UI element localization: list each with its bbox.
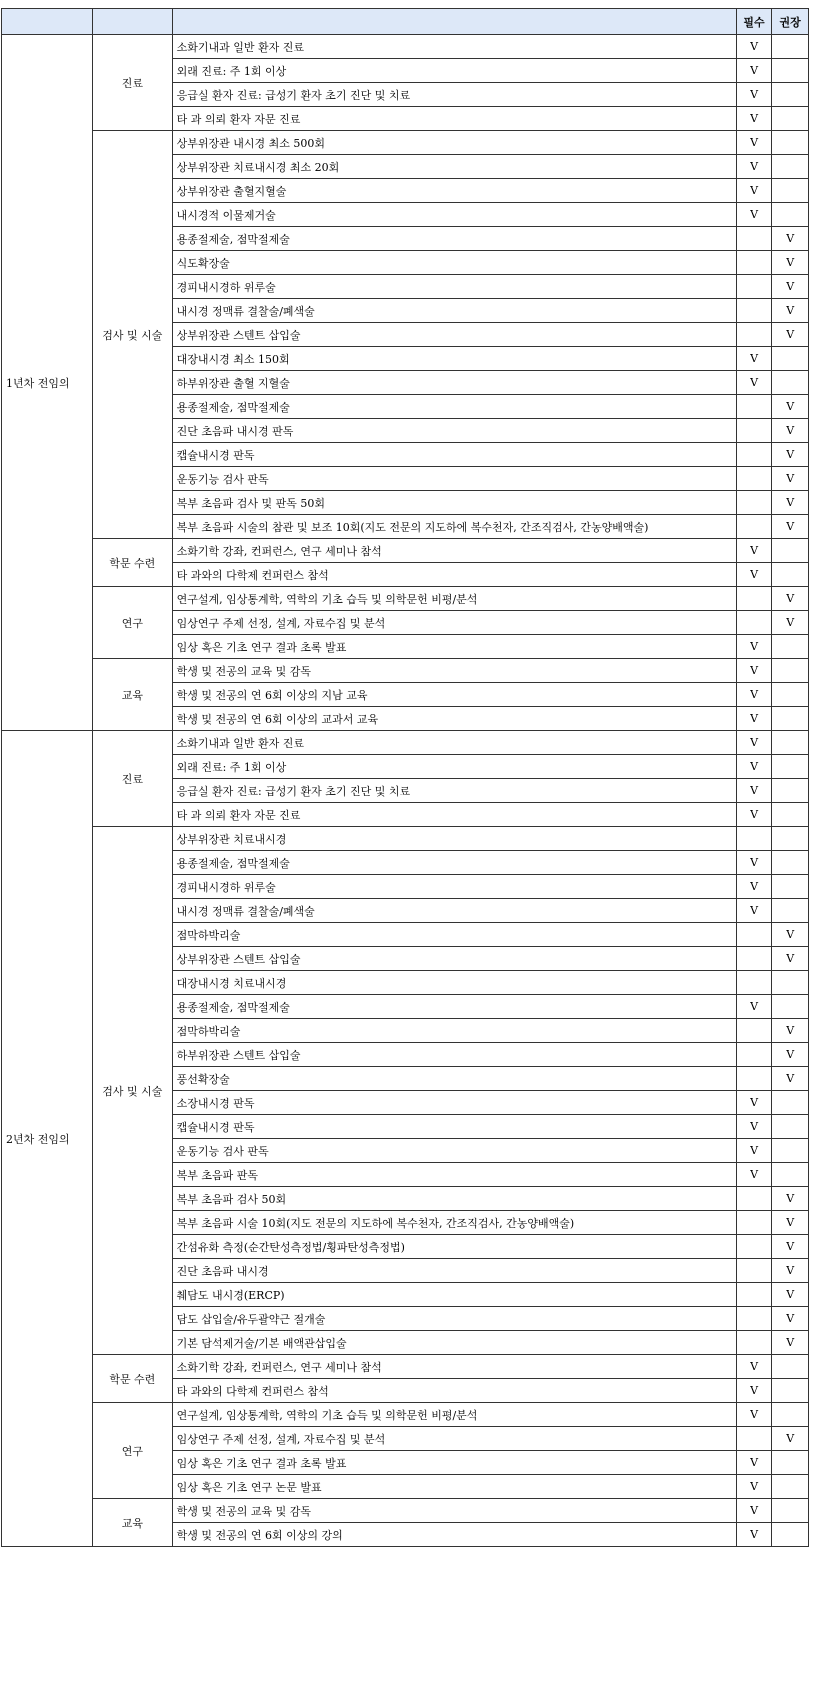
header-category [93, 9, 173, 35]
category-cell: 연구 [93, 1403, 173, 1499]
task-cell: 용종절제술, 점막절제술 [172, 395, 736, 419]
recommended-mark [772, 635, 809, 659]
task-cell: 상부위장관 출혈지혈술 [172, 179, 736, 203]
year-cell: 1년차 전임의 [2, 35, 93, 731]
required-mark [736, 1019, 772, 1043]
table-row [2, 827, 809, 851]
category-cell: 연구 [93, 587, 173, 659]
required-mark: V [736, 203, 772, 227]
recommended-mark: V [772, 275, 809, 299]
required-mark: V [736, 1355, 772, 1379]
required-mark: V [736, 1091, 772, 1115]
task-cell: 복부 초음파 시술 10회(지도 전문의 지도하에 복수천자, 간조직검사, 간농양배액술) [172, 1211, 736, 1235]
table-row [2, 659, 809, 683]
required-mark: V [736, 755, 772, 779]
task-cell: 복부 초음파 검사 및 판독 50회 [172, 491, 736, 515]
recommended-mark [772, 1403, 809, 1427]
category-cell: 진료 [93, 731, 173, 827]
task-cell: 상부위장관 스텐트 삽입술 [172, 947, 736, 971]
required-mark: V [736, 107, 772, 131]
required-mark: V [736, 899, 772, 923]
recommended-mark: V [772, 1259, 809, 1283]
task-cell: 점막하박리술 [172, 1019, 736, 1043]
task-cell: 상부위장관 스텐트 삽입술 [172, 323, 736, 347]
task-cell: 상부위장관 치료내시경 [172, 827, 736, 851]
required-mark [736, 1043, 772, 1067]
recommended-mark [772, 971, 809, 995]
recommended-mark: V [772, 1211, 809, 1235]
required-mark [736, 515, 772, 539]
recommended-mark [772, 875, 809, 899]
task-cell: 경피내시경하 위루술 [172, 875, 736, 899]
recommended-mark [772, 1379, 809, 1403]
recommended-mark [772, 1091, 809, 1115]
task-cell: 외래 진료: 주 1회 이상 [172, 755, 736, 779]
required-mark [736, 947, 772, 971]
required-mark [736, 827, 772, 851]
recommended-mark [772, 539, 809, 563]
required-mark: V [736, 1499, 772, 1523]
required-mark: V [736, 563, 772, 587]
required-mark: V [736, 1523, 772, 1547]
task-cell: 내시경 정맥류 결찰술/폐색술 [172, 899, 736, 923]
recommended-mark: V [772, 1283, 809, 1307]
task-cell: 복부 초음파 검사 50회 [172, 1187, 736, 1211]
required-mark [736, 419, 772, 443]
header-year [2, 9, 93, 35]
required-mark: V [736, 179, 772, 203]
required-mark: V [736, 1451, 772, 1475]
recommended-mark: V [772, 395, 809, 419]
task-cell: 풍선확장술 [172, 1067, 736, 1091]
task-cell: 임상 혹은 기초 연구 논문 발표 [172, 1475, 736, 1499]
required-mark: V [736, 1115, 772, 1139]
recommended-mark: V [772, 947, 809, 971]
recommended-mark: V [772, 923, 809, 947]
task-cell: 용종절제술, 점막절제술 [172, 851, 736, 875]
required-mark: V [736, 83, 772, 107]
task-cell: 학생 및 전공의 연 6회 이상의 강의 [172, 1523, 736, 1547]
task-cell: 진단 초음파 내시경 판독 [172, 419, 736, 443]
task-cell: 기본 담석제거술/기본 배액관삽입술 [172, 1331, 736, 1355]
task-cell: 타 과와의 다학제 컨퍼런스 참석 [172, 563, 736, 587]
required-mark [736, 395, 772, 419]
required-mark [736, 1283, 772, 1307]
required-mark: V [736, 995, 772, 1019]
required-mark [736, 275, 772, 299]
recommended-mark [772, 899, 809, 923]
task-cell: 대장내시경 최소 150회 [172, 347, 736, 371]
recommended-mark: V [772, 611, 809, 635]
required-mark: V [736, 131, 772, 155]
required-mark: V [736, 707, 772, 731]
recommended-mark: V [772, 1235, 809, 1259]
category-cell: 교육 [93, 659, 173, 731]
required-mark: V [736, 779, 772, 803]
required-mark [736, 491, 772, 515]
task-cell: 복부 초음파 판독 [172, 1163, 736, 1187]
task-cell: 복부 초음파 시술의 참관 및 보조 10회(지도 전문의 지도하에 복수천자, 간조직검사, 간농양배액술) [172, 515, 736, 539]
task-cell: 진단 초음파 내시경 [172, 1259, 736, 1283]
recommended-mark [772, 1523, 809, 1547]
required-mark [736, 1259, 772, 1283]
recommended-mark: V [772, 299, 809, 323]
recommended-mark [772, 1499, 809, 1523]
header-recommended: 권장 [772, 9, 809, 35]
required-mark: V [736, 1403, 772, 1427]
task-cell: 소화기내과 일반 환자 진료 [172, 35, 736, 59]
recommended-mark: V [772, 587, 809, 611]
category-cell: 진료 [93, 35, 173, 131]
recommended-mark: V [772, 1187, 809, 1211]
task-cell: 응급실 환자 진료: 급성기 환자 초기 진단 및 치료 [172, 83, 736, 107]
task-cell: 임상 혹은 기초 연구 결과 초록 발표 [172, 635, 736, 659]
required-mark: V [736, 683, 772, 707]
recommended-mark: V [772, 323, 809, 347]
required-mark [736, 1211, 772, 1235]
required-mark: V [736, 803, 772, 827]
task-cell: 운동기능 검사 판독 [172, 1139, 736, 1163]
task-cell: 내시경 정맥류 결찰술/폐색술 [172, 299, 736, 323]
recommended-mark [772, 707, 809, 731]
task-cell: 담도 삽입술/유두괄약근 절개술 [172, 1307, 736, 1331]
table-row [2, 1403, 809, 1427]
task-cell: 학생 및 전공의 교육 및 감독 [172, 659, 736, 683]
required-mark [736, 467, 772, 491]
recommended-mark [772, 347, 809, 371]
recommended-mark [772, 131, 809, 155]
recommended-mark: V [772, 491, 809, 515]
required-mark: V [736, 731, 772, 755]
recommended-mark [772, 659, 809, 683]
recommended-mark [772, 179, 809, 203]
table-row [2, 539, 809, 563]
required-mark [736, 1331, 772, 1355]
task-cell: 점막하박리술 [172, 923, 736, 947]
recommended-mark [772, 563, 809, 587]
task-cell: 학생 및 전공의 연 6회 이상의 지남 교육 [172, 683, 736, 707]
required-mark [736, 971, 772, 995]
task-cell: 간섬유화 측정(순간탄성측정법/횡파탄성측정법) [172, 1235, 736, 1259]
task-cell: 운동기능 검사 판독 [172, 467, 736, 491]
required-mark [736, 251, 772, 275]
task-cell: 소장내시경 판독 [172, 1091, 736, 1115]
task-cell: 타 과와의 다학제 컨퍼런스 참석 [172, 1379, 736, 1403]
recommended-mark [772, 371, 809, 395]
recommended-mark [772, 1475, 809, 1499]
task-cell: 연구설계, 임상통계학, 역학의 기초 습득 및 의학문헌 비평/분석 [172, 587, 736, 611]
category-cell: 검사 및 시술 [93, 827, 173, 1355]
table-row [2, 131, 809, 155]
task-cell: 캡슐내시경 판독 [172, 1115, 736, 1139]
recommended-mark: V [772, 1331, 809, 1355]
required-mark: V [736, 659, 772, 683]
recommended-mark: V [772, 251, 809, 275]
recommended-mark: V [772, 227, 809, 251]
task-cell: 경피내시경하 위루술 [172, 275, 736, 299]
required-mark [736, 299, 772, 323]
table-body [2, 35, 809, 1547]
required-mark [736, 1235, 772, 1259]
required-mark [736, 923, 772, 947]
table-row [2, 731, 809, 755]
recommended-mark [772, 803, 809, 827]
task-cell: 소화기내과 일반 환자 진료 [172, 731, 736, 755]
task-cell: 용종절제술, 점막절제술 [172, 995, 736, 1019]
task-cell: 연구설계, 임상통계학, 역학의 기초 습득 및 의학문헌 비평/분석 [172, 1403, 736, 1427]
category-cell: 교육 [93, 1499, 173, 1547]
task-cell: 타 과 의뢰 환자 자문 진료 [172, 803, 736, 827]
table-row [2, 1499, 809, 1523]
recommended-mark [772, 1115, 809, 1139]
header-task [172, 9, 736, 35]
task-cell: 임상 혹은 기초 연구 결과 초록 발표 [172, 1451, 736, 1475]
recommended-mark [772, 35, 809, 59]
header-row [2, 9, 809, 35]
required-mark: V [736, 1379, 772, 1403]
required-mark [736, 1187, 772, 1211]
task-cell: 학생 및 전공의 연 6회 이상의 교과서 교육 [172, 707, 736, 731]
required-mark [736, 587, 772, 611]
task-cell: 외래 진료: 주 1회 이상 [172, 59, 736, 83]
task-cell: 췌담도 내시경(ERCP) [172, 1283, 736, 1307]
required-mark [736, 611, 772, 635]
recommended-mark: V [772, 1019, 809, 1043]
required-mark: V [736, 851, 772, 875]
recommended-mark [772, 1139, 809, 1163]
table-row [2, 1355, 809, 1379]
task-cell: 캡슐내시경 판독 [172, 443, 736, 467]
curriculum-table [1, 8, 809, 1547]
required-mark: V [736, 1475, 772, 1499]
task-cell: 하부위장관 스텐트 삽입술 [172, 1043, 736, 1067]
recommended-mark [772, 731, 809, 755]
required-mark: V [736, 635, 772, 659]
recommended-mark [772, 107, 809, 131]
task-cell: 임상연구 주제 선정, 설계, 자료수집 및 분석 [172, 611, 736, 635]
required-mark [736, 1427, 772, 1451]
recommended-mark [772, 83, 809, 107]
recommended-mark [772, 1451, 809, 1475]
required-mark: V [736, 371, 772, 395]
task-cell: 응급실 환자 진료: 급성기 환자 초기 진단 및 치료 [172, 779, 736, 803]
recommended-mark: V [772, 1067, 809, 1091]
task-cell: 학생 및 전공의 교육 및 감독 [172, 1499, 736, 1523]
required-mark: V [736, 1163, 772, 1187]
task-cell: 임상연구 주제 선정, 설계, 자료수집 및 분석 [172, 1427, 736, 1451]
recommended-mark [772, 203, 809, 227]
task-cell: 소화기학 강좌, 컨퍼런스, 연구 세미나 참석 [172, 1355, 736, 1379]
category-cell: 학문 수련 [93, 539, 173, 587]
recommended-mark: V [772, 467, 809, 491]
required-mark [736, 1307, 772, 1331]
task-cell: 용종절제술, 점막절제술 [172, 227, 736, 251]
year-cell: 2년차 전임의 [2, 731, 93, 1547]
task-cell: 하부위장관 출혈 지혈술 [172, 371, 736, 395]
required-mark [736, 323, 772, 347]
task-cell: 대장내시경 치료내시경 [172, 971, 736, 995]
task-cell: 타 과 의뢰 환자 자문 진료 [172, 107, 736, 131]
recommended-mark [772, 827, 809, 851]
task-cell: 내시경적 이물제거술 [172, 203, 736, 227]
recommended-mark [772, 59, 809, 83]
required-mark: V [736, 1139, 772, 1163]
recommended-mark [772, 1355, 809, 1379]
recommended-mark [772, 851, 809, 875]
required-mark [736, 227, 772, 251]
recommended-mark [772, 779, 809, 803]
required-mark: V [736, 347, 772, 371]
recommended-mark: V [772, 419, 809, 443]
table-row [2, 587, 809, 611]
required-mark: V [736, 875, 772, 899]
recommended-mark [772, 995, 809, 1019]
required-mark [736, 1067, 772, 1091]
required-mark: V [736, 539, 772, 563]
task-cell: 상부위장관 내시경 최소 500회 [172, 131, 736, 155]
required-mark: V [736, 59, 772, 83]
recommended-mark: V [772, 1307, 809, 1331]
recommended-mark [772, 683, 809, 707]
recommended-mark: V [772, 1427, 809, 1451]
recommended-mark: V [772, 443, 809, 467]
required-mark: V [736, 155, 772, 179]
task-cell: 상부위장관 치료내시경 최소 20회 [172, 155, 736, 179]
task-cell: 식도확장술 [172, 251, 736, 275]
recommended-mark [772, 755, 809, 779]
recommended-mark [772, 1163, 809, 1187]
recommended-mark [772, 155, 809, 179]
table-row [2, 35, 809, 59]
recommended-mark: V [772, 515, 809, 539]
recommended-mark: V [772, 1043, 809, 1067]
category-cell: 학문 수련 [93, 1355, 173, 1403]
category-cell: 검사 및 시술 [93, 131, 173, 539]
required-mark: V [736, 35, 772, 59]
header-required: 필수 [736, 9, 772, 35]
required-mark [736, 443, 772, 467]
task-cell: 소화기학 강좌, 컨퍼런스, 연구 세미나 참석 [172, 539, 736, 563]
